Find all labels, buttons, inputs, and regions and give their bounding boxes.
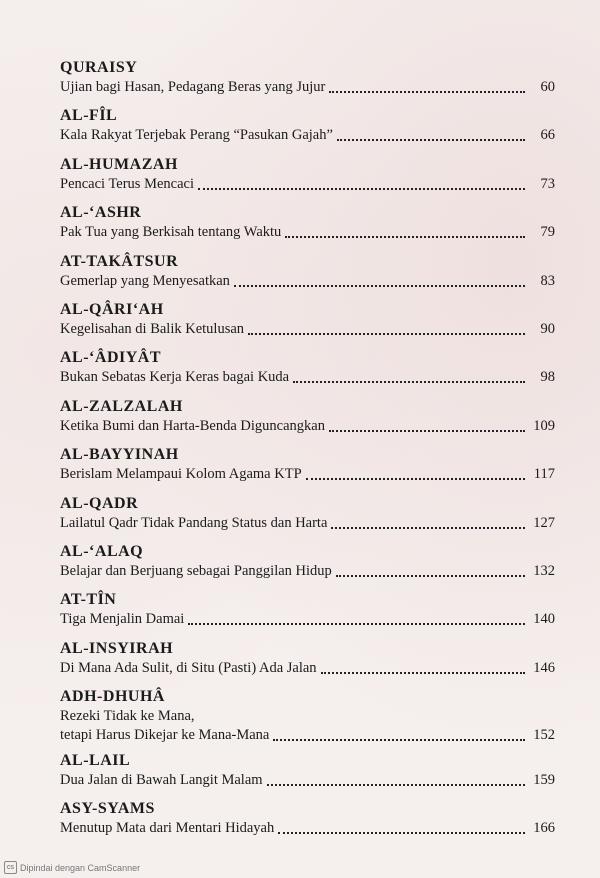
page-number: 152	[533, 727, 555, 744]
entry-subtitle: Bukan Sebatas Kerja Keras bagai Kuda	[60, 369, 290, 386]
toc-entry	[60, 799, 555, 847]
entry-title: AL-LAIL	[60, 752, 131, 770]
toc-entry	[60, 494, 555, 542]
entry-subtitle: Pencaci Terus Mencaci	[60, 175, 194, 192]
toc-entry	[60, 639, 555, 687]
dot-leader	[329, 430, 525, 432]
entry-title: AL-INSYIRAH	[60, 639, 174, 657]
dot-leader	[293, 381, 525, 383]
page-number: 159	[533, 772, 555, 789]
dot-leader	[331, 527, 525, 529]
toc-entry	[60, 106, 555, 154]
dot-leader	[267, 784, 525, 786]
entry-row	[60, 417, 555, 436]
toc-entry	[60, 155, 555, 203]
entry-title: AL-BAYYINAH	[60, 446, 179, 464]
entry-subtitle: Kala Rakyat Terjebak Perang “Pasukan Gajah”	[60, 127, 333, 144]
entry-subtitle: Ketika Bumi dan Harta-Benda Diguncangkan	[60, 417, 325, 434]
page-number: 140	[533, 611, 555, 628]
page-number: 127	[533, 514, 555, 531]
toc-entry	[60, 590, 555, 638]
dot-leader	[329, 91, 525, 93]
page-number: 90	[540, 320, 555, 337]
entry-title: AL-‘ÂDIYÂT	[60, 349, 161, 367]
entry-title: AT-TAKÂTSUR	[60, 252, 179, 270]
entry-row	[60, 368, 555, 387]
page-number: 109	[533, 417, 555, 434]
entry-title: ADH-DHUHÂ	[60, 688, 165, 706]
entry-row	[60, 223, 555, 242]
page-number: 146	[533, 659, 555, 676]
scanner-watermark	[4, 861, 140, 874]
entry-subtitle: tetapi Harus Dikejar ke Mana-Mana	[60, 727, 270, 744]
entry-row	[60, 659, 555, 678]
entry-title: AL-‘ALAQ	[60, 542, 144, 560]
page-number: 98	[540, 369, 555, 386]
dot-leader	[337, 139, 525, 141]
dot-leader	[278, 832, 525, 834]
page-number: 66	[540, 127, 555, 144]
page-number: 83	[540, 272, 555, 289]
entry-title: ASY-SYAMS	[60, 800, 155, 818]
dot-leader	[234, 285, 525, 287]
entry-row	[60, 320, 555, 339]
entry-title: AL-‘ASHR	[60, 204, 142, 222]
entry-subtitle: Ujian bagi Hasan, Pedagang Beras yang Jujur	[60, 79, 326, 95]
entry-subtitle: Kegelisahan di Balik Ketulusan	[60, 320, 245, 337]
camscanner-icon: cs	[4, 861, 17, 874]
page-number: 166	[533, 820, 555, 837]
entry-subtitle: Dua Jalan di Bawah Langit Malam	[60, 772, 263, 789]
dot-leader	[198, 188, 525, 190]
entry-row	[60, 175, 555, 194]
entry-row	[60, 465, 555, 484]
dot-leader	[188, 623, 525, 625]
watermark-text: Dipindai dengan CamScanner	[20, 862, 141, 873]
entry-title: AL-QADR	[60, 494, 139, 512]
dot-leader	[285, 236, 525, 238]
entry-title: AL-HUMAZAH	[60, 155, 178, 173]
entry-subtitle: Rezeki Tidak ke Mana,	[60, 708, 195, 725]
toc-entry	[60, 58, 555, 106]
toc-entry	[60, 687, 555, 751]
page-number: 132	[533, 562, 555, 579]
entry-row	[60, 819, 555, 838]
entry-row	[60, 562, 555, 581]
entry-row	[60, 272, 555, 291]
page-number: 117	[533, 466, 555, 483]
entry-row	[60, 126, 555, 145]
toc-entry	[60, 203, 555, 251]
toc-entry	[60, 300, 555, 348]
dot-leader	[273, 739, 525, 741]
entry-subtitle: Pak Tua yang Berkisah tentang Waktu	[60, 224, 282, 241]
entry-subtitle: Menutup Mata dari Mentari Hidayah	[60, 820, 275, 837]
entry-subtitle: Belajar dan Berjuang sebagai Panggilan Hidup	[60, 562, 332, 579]
entry-subtitle: Berislam Melampaui Kolom Agama KTP	[60, 466, 302, 483]
entry-subtitle: Tiga Menjalin Damai	[60, 611, 185, 628]
entry-title: AL-QÂRI‘AH	[60, 300, 164, 318]
entry-title: AL-ZALZALAH	[60, 397, 183, 415]
dot-leader	[321, 672, 525, 674]
entry-subtitle: Lailatul Qadr Tidak Pandang Status dan Harta	[60, 514, 328, 531]
entry-subtitle: Gemerlap yang Menyesatkan	[60, 272, 230, 289]
toc-entry	[60, 542, 555, 590]
entry-row	[60, 514, 555, 533]
entry-title: AL-FÎL	[60, 107, 118, 125]
toc-entry	[60, 445, 555, 493]
entry-subtitle: Di Mana Ada Sulit, di Situ (Pasti) Ada Jalan	[60, 659, 317, 676]
toc-entry	[60, 397, 555, 445]
entry-row	[60, 78, 555, 97]
page-number: 73	[540, 175, 555, 192]
page-number: 79	[540, 224, 555, 241]
dot-leader	[306, 478, 525, 480]
entry-row	[60, 610, 555, 629]
entry-row	[60, 726, 555, 745]
entry-title: AT-TÎN	[60, 591, 117, 609]
toc-entry	[60, 252, 555, 300]
entry-row	[60, 771, 555, 790]
entry-title: QURAISY	[60, 59, 138, 76]
toc-entry	[60, 751, 555, 799]
dot-leader	[336, 575, 525, 577]
toc-entry	[60, 348, 555, 396]
entry-row	[60, 707, 555, 726]
dot-leader	[248, 333, 525, 335]
page-number: 60	[540, 79, 555, 95]
table-of-contents	[60, 58, 555, 848]
